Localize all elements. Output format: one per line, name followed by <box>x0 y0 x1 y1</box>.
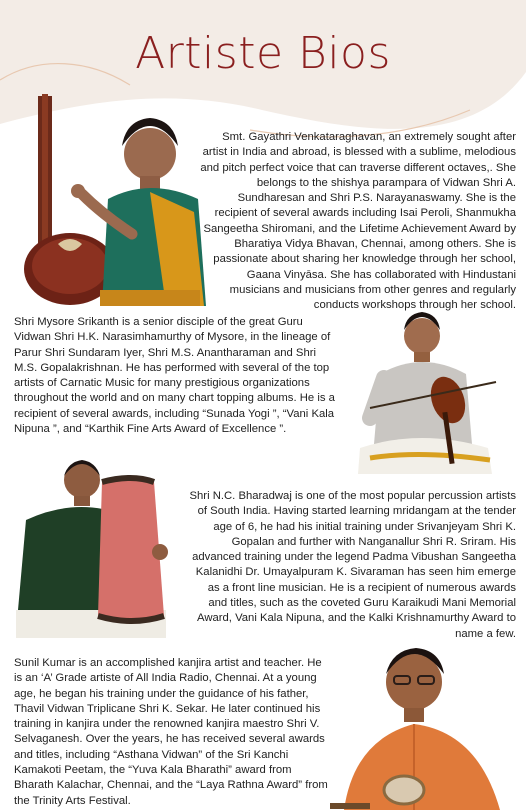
kanjira-player-photo <box>330 640 514 810</box>
bio-mysore-srikanth: Shri Mysore Srikanth is a senior disciple of the great Guru Vidwan Shri H.K. Narasimhamurthy of Mysore, in the lineage of Parur Shri Sundaram Iyer, Shri M.S. Anantharaman and Shri M.S. Gopalakrishnan. He has performed with several of the top artists of Carnatic Music for many prestigious organizations throughout the world and on many chart topping albums. He is a recipient of several awards, including “Sunada Yogi ”, “Vani Kala Nipuna ”, and “Karthik Fine Arts Award of Excellence ”. <box>14 316 335 436</box>
violinist-photo <box>350 308 498 480</box>
mridangam-player-photo <box>16 460 181 638</box>
page-title: Artiste Bios <box>135 28 391 79</box>
bio-gayathri-venkataraghavan: Smt. Gayathri Venkataraghavan, an extremely sought after artist in India and abroad, is blessed with a sublime, melodious and pitch perfect voice that can traverse different octaves,. She belongs to the shishya parampara of Vidwan Shri A. Sundharesan and Shri P.S. Narayanaswamy. She is the recipient of several awards including Isai Peroli, Shanmukha Sangeetha Shiromani, and the Lifetime Achievement Award by Bharatiya Vidya Bhavan, Chennai, among others. She is passionate about sharing her knowledge through her school, Gaana Vinyāsa. She has collaborated with Hindustani musicians and musicians from other genres and regularly conducts workshops through her school. <box>200 131 516 312</box>
bio-nc-bharadwaj: Shri N.C. Bharadwaj is one of the most popular percussion artists of South India. Having started learning mridangam at the tender age of 6, he had his initial training under Srivanjeyam Shri K. Gopalan and further with Nanganallur Shri R. Sriram. His advanced training under the legend Padma Vibushan Sangeetha Kalanidhi Dr. Umayalpuram K. Sivaraman has seen him emerge as a front line musician. He is a recipient of numerous awards and titles, such as the coveted Guru Karaikudi Mani Memorial Award, Vani Kala Nipuna, and the Kalki Krishnamurthy Award to name a few. <box>189 490 516 640</box>
vocalist-with-tanpura-photo <box>20 94 206 306</box>
bio-sunil-kumar: Sunil Kumar is an accomplished kanjira artist and teacher. He is an ‘A’ Grade artiste of All India Radio, Chennai. At a young age, he began his training under the guidance of his father, Thavil Vidwan Triplicane Shri K. Sekar. He later continued his training in kanjira under the renowned kanjira maestro Shri V. Selvaganesh. Over the years, he has received several awards and titles, including “Asthana Vidwan” of the Sri Kanchi Kamakoti Peetam, the “Yuva Kala Bharathi” award from Bharath Kalachar, Chennai, and the “Laya Rathna Award” from the Trinity Arts Festival. <box>14 657 328 807</box>
